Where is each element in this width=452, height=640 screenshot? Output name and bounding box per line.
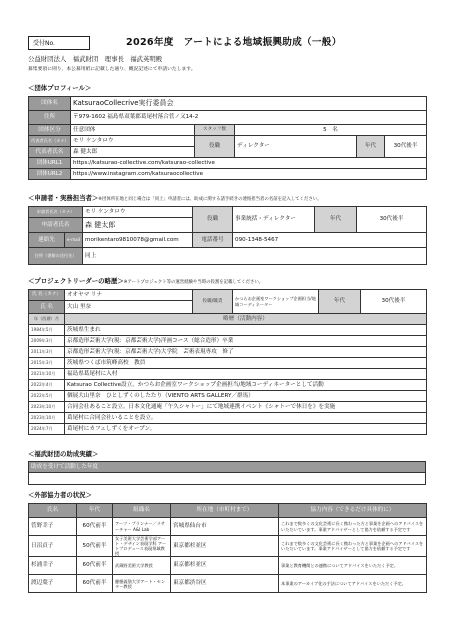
history-year[interactable]: 2009年3月 (29, 336, 65, 347)
partner-age-header: 年代 (77, 504, 113, 518)
history-text[interactable]: 福島県葛尾村に入村 (65, 369, 427, 380)
history-year-header: 年（西暦）月 (29, 314, 65, 325)
history-row (29, 424, 427, 435)
rep-role-label: 役職 (195, 136, 235, 158)
partner-org-header: 組織名 (113, 504, 171, 518)
partner-age[interactable]: 60代前半 (77, 575, 113, 593)
applicant-role-field[interactable]: 事業統括・ディレクター (233, 207, 315, 233)
history-row (29, 380, 427, 391)
leader-age-field[interactable]: 30代後半 (361, 290, 427, 314)
partner-name[interactable]: 菅野幸子 (29, 518, 77, 536)
group-name-label: 団体名 (29, 97, 71, 111)
group-profile-table (28, 96, 427, 180)
leader-role-label: 役職/職責 (193, 290, 233, 314)
addressee-note: 募集要項に則り、本公募用紙に記載した通り、概況記述にて申請いたします。 (28, 67, 196, 72)
email-label: e-mail (65, 233, 83, 248)
history-row (29, 369, 427, 380)
leader-role-field[interactable]: かつらお企画室ワークショップ企画担当/地域コーディネーター (233, 290, 319, 314)
leader-table (28, 289, 427, 314)
history-text[interactable]: 合同会社あること設立。日本文化通庵「午久シャトー」にて地域連携イベント《シャトーで休日を》を実施 (65, 402, 427, 413)
leader-history-table (28, 313, 427, 435)
group-url2-label: 団体URL2 (29, 169, 71, 180)
section-applicant-title: ＜申請者・実務担当者＞ (28, 194, 99, 202)
contact-label: 連絡先 (29, 233, 65, 248)
history-text[interactable]: 葛尾村に合同会社いることを設立。 (65, 413, 427, 424)
applicant-kana-field[interactable]: モリ ケンタロウ (83, 207, 193, 218)
rep-kana-label: 代表者氏名（カナ） (29, 136, 71, 147)
rep-name-field[interactable]: 森 健太郎 (71, 147, 195, 158)
partner-name[interactable]: 日沼貞子 (29, 536, 77, 557)
partner-org[interactable]: 武蔵野美術大学教授 (113, 557, 171, 575)
history-text[interactable]: Katsurao Collective設立。かつらお企画室ワークショップ企画担当/地域コーディネーターとして活動 (65, 380, 427, 391)
history-year[interactable]: 1984年5月 (29, 325, 65, 336)
partner-org[interactable]: アーツ・プランナー／リサーチャー A&I Lab (113, 518, 171, 536)
history-year[interactable]: 2024年7月 (29, 424, 65, 435)
partner-location-header: 所在地（市町村まで） (171, 504, 279, 518)
history-text[interactable]: 京都造形芸術大学(現：京都芸術大学)大学院 芸術表現専攻 修了 (65, 347, 427, 358)
partner-location[interactable]: 東京都杉並区 (171, 557, 279, 575)
partner-detail[interactable]: 事業と教育機関との連携についてアドバイスをいただく予定。 (279, 557, 427, 575)
partner-age[interactable]: 60代前半 (77, 518, 113, 536)
applicant-age-label: 年代 (315, 207, 357, 233)
section-leader-title: ＜プロジェクトリーダーの略歴＞ (28, 277, 124, 285)
rep-age-field[interactable]: 30代後半 (385, 136, 427, 158)
partner-row (29, 575, 427, 593)
history-row (29, 336, 427, 347)
group-name-field[interactable]: KatsuraoCollecrive実行委員会 (71, 97, 427, 111)
partner-name[interactable]: 杉浦幸子 (29, 557, 77, 575)
grant-table (28, 461, 426, 485)
partner-row (29, 557, 427, 575)
partners-table (28, 503, 427, 593)
rep-name-label: 代表者氏名 (29, 147, 71, 158)
leader-name-label: 氏 名 (29, 301, 65, 314)
history-year[interactable]: 2022年5月 (29, 391, 65, 402)
receipt-number-box[interactable]: 受付No. (28, 36, 90, 50)
history-text[interactable]: 葛尾村にカフェしずくをオープン。 (65, 424, 427, 435)
applicant-kana-label: 申請者氏名（カナ） (29, 207, 83, 218)
email-field[interactable]: morikentaro9810078@gmail.com (83, 233, 193, 248)
history-row (29, 413, 427, 424)
partner-name[interactable]: 渡辺葉子 (29, 575, 77, 593)
history-year[interactable]: 2021年10月 (29, 369, 65, 380)
grant-year-field[interactable] (29, 473, 426, 485)
phone-field[interactable]: 090-1348-5467 (233, 233, 427, 248)
partner-age[interactable]: 60代前半 (77, 557, 113, 575)
applicant-table (28, 206, 427, 265)
leader-kana-field[interactable]: オオヤマ リナ (65, 290, 193, 301)
partner-row (29, 518, 427, 536)
group-address-label: 住所 (29, 111, 71, 125)
history-year[interactable]: 2015年3月 (29, 358, 65, 369)
history-text[interactable]: 茨城県生まれ (65, 325, 427, 336)
partner-location[interactable]: 東京都杉並区 (171, 536, 279, 557)
applicant-address-label: 住所（書類の送付先） (29, 248, 83, 265)
staff-count-field[interactable]: 5 名 (235, 125, 427, 136)
grant-year-header: 助成を受けて活動した年度 (29, 462, 426, 473)
partner-row (29, 536, 427, 557)
history-row (29, 358, 427, 369)
history-text[interactable]: 京都造形芸術大学(現：京都芸術大学)洋画コース（総合造形）卒業 (65, 336, 427, 347)
section-leader-note: ※アートプロジェクト等の運営経験や当時の役割を記載してください。 (123, 280, 264, 285)
form-title: 2026年度 アートによる地域振興助成（一般） (126, 37, 342, 48)
group-type-label: 団体区分 (29, 125, 71, 136)
section-grant: ＜福武財団の助成実績＞ (28, 450, 99, 458)
history-text[interactable]: 茨城県つくば市筑峰高校 教員 (65, 358, 427, 369)
leader-name-field[interactable]: 大山 里奈 (65, 301, 193, 314)
partner-detail[interactable]: これまで数多くの文化芸術に長く携わった方と事業を企画へのアドバイスをいただいています。事業アドバイザーとして協力を依頼する予定です (279, 518, 427, 536)
rep-age-label: 年代 (357, 136, 385, 158)
form-header (28, 36, 428, 50)
addressee: 公益財団法人 福武財団 理事長 福武英明殿 (28, 55, 163, 63)
leader-kana-label: 氏 名（カナ） (29, 290, 65, 301)
history-year[interactable]: 2022年4月 (29, 380, 65, 391)
partner-detail[interactable]: これまで数多くの文化芸術に長く携わった方と事業を企画へのアドバイスをいただいています。事業アドバイザーとして協力を依頼する予定です (279, 536, 427, 557)
partner-location[interactable]: 東京都渋谷区 (171, 575, 279, 593)
group-url1-field[interactable]: https://katsurao-collective.com/katsurao-collective (71, 158, 427, 169)
history-year[interactable]: 2023年10月 (29, 413, 65, 424)
partner-org[interactable]: 慶應義塾大学アート・センター教授 (113, 575, 171, 593)
staff-count-label: スタッフ数 (195, 125, 235, 136)
rep-role-field[interactable]: ディレクター (235, 136, 357, 158)
partner-name-header: 氏名 (29, 504, 77, 518)
section-partners: ＜外部協力者の状況＞ (28, 491, 92, 499)
phone-label: 電話番号 (193, 233, 233, 248)
history-row (29, 391, 427, 402)
section-group-profile: ＜団体プロフィール＞ (28, 84, 92, 92)
group-type-field[interactable]: 任意団体 (71, 125, 195, 136)
partner-age[interactable]: 50代前半 (77, 536, 113, 557)
partner-location[interactable]: 宮城県仙台市 (171, 518, 279, 536)
section-applicant (28, 195, 322, 203)
partner-org[interactable]: 女子美術大学芸術学部アート・デザイン表現学科 アートプロデュース表現領域教授 (113, 536, 171, 557)
rep-kana-field[interactable]: モリ ケンタロウ (71, 136, 195, 147)
history-text-header: 略歴（活動内容） (65, 314, 427, 325)
applicant-name-label: 申請者氏名 (29, 218, 83, 233)
history-year[interactable]: 2023年10月 (29, 402, 65, 413)
group-address-field[interactable]: 〒979-1602 福島県双葉郡葛尾村落合菅ノ又14-2 (71, 111, 427, 125)
history-row (29, 347, 427, 358)
history-year[interactable]: 2011年3月 (29, 347, 65, 358)
leader-age-label: 年代 (319, 290, 361, 314)
applicant-name-field[interactable]: 森 健太郎 (83, 218, 193, 233)
applicant-address-field[interactable]: 同上 (83, 248, 427, 265)
history-text[interactable]: 個展大山里奈 ひとしずくのしたたり（VIENTO ARTS GALLERY／群馬） (65, 391, 427, 402)
history-row (29, 325, 427, 336)
applicant-role-label: 役職 (193, 207, 233, 233)
partner-detail[interactable]: 本事業のアーカイブ化の手法についてアドバイスをいただく予定。 (279, 575, 427, 593)
group-url2-field[interactable]: https://www.instagram.com/katsuraocollective (71, 169, 427, 180)
partner-detail-header: 協力内容（できるだけ具体的に） (279, 504, 427, 518)
section-leader (28, 278, 263, 286)
history-row (29, 402, 427, 413)
group-url1-label: 団体URL1 (29, 158, 71, 169)
applicant-age-field[interactable]: 30代後半 (357, 207, 427, 233)
section-applicant-note: ※団体所在地と同じ場合は「同上」申請者には、助成に関する諸手続きの連絡担当者の名前を記入してください。 (98, 197, 322, 202)
